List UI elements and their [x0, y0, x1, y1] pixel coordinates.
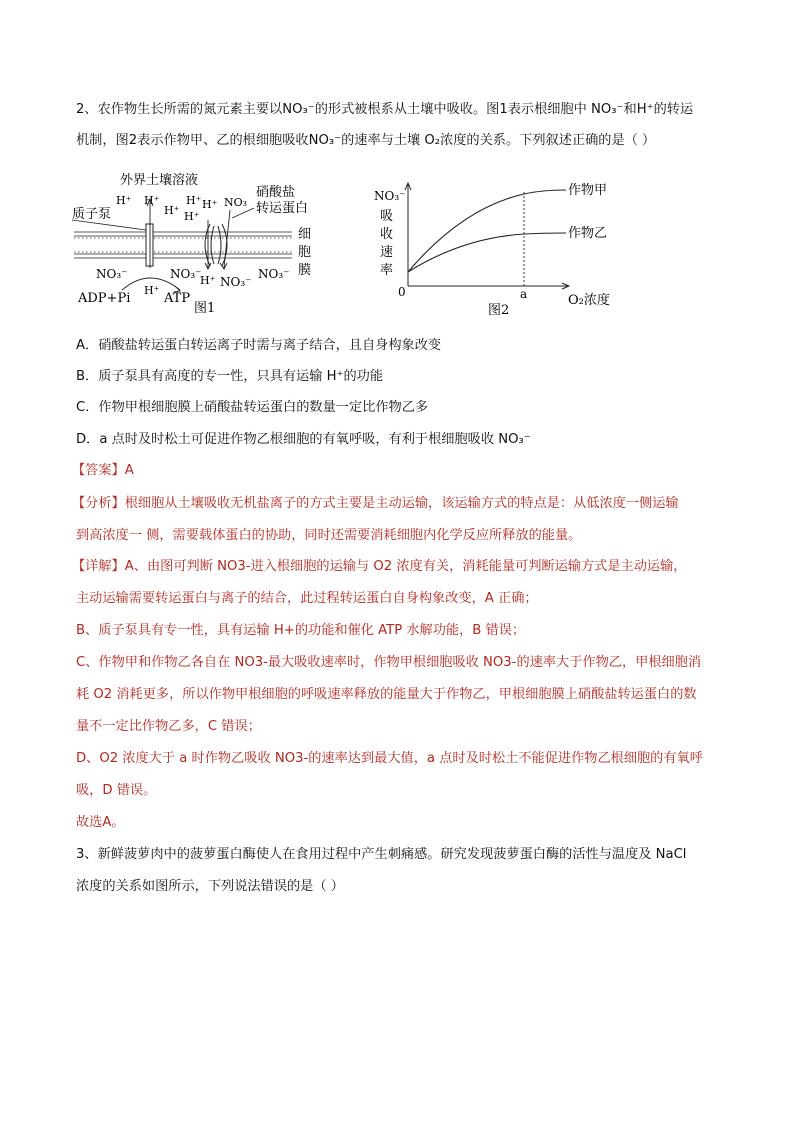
- fig1-adp-label: ADP+Pi: [78, 291, 131, 306]
- analysis-line-2: 到高浓度一 侧，需要载体蛋白的协助，同时还需要消耗细胞内化学反应所释放的能量。: [76, 528, 582, 543]
- fig2-ylabel-char: 收: [380, 227, 394, 242]
- fig1-no3-ion: NO₃⁻: [220, 275, 252, 289]
- analysis-text: 根细胞从土壤吸收无机盐离子的方式主要是主动运输，该运输方式的特点是：从低浓度一侧运输: [124, 496, 679, 511]
- detail-line-5: 耗 O2 消耗更多，所以作物甲根细胞的呼吸速率释放的能量大于作物乙，甲根细胞膜上硝酸盐转运蛋白的数: [76, 687, 697, 702]
- detail-line-1: [72, 557, 686, 577]
- fig1-h-ion: H⁺: [184, 210, 200, 223]
- fig1-no3-ion: NO₃⁻: [258, 267, 290, 281]
- analysis-line-1: [72, 494, 679, 514]
- fig1-h-ion: H⁺: [164, 204, 180, 217]
- detail-line-7: D、O2 浓度大于 a 时作物乙吸收 NO3-的速率达到最大值，a 点时及时松土不能促进作物乙根细胞的有氧呼: [76, 751, 703, 766]
- series-crop-a-curve: [408, 190, 566, 272]
- figure-1-membrane-diagram: [72, 170, 362, 320]
- detail-text: A、由图可判断 NO3-进入根细胞的运输与 O2 浓度有关，消耗能量可判断运输方式是主动运输，: [124, 559, 687, 574]
- fig2-axes: [405, 183, 569, 289]
- fig2-xlabel: O₂浓度: [568, 293, 610, 308]
- fig1-h-ion: H⁺: [144, 194, 160, 207]
- fig1-no3-ion: NO₃: [224, 196, 248, 209]
- fig1-atp-label: ATP: [164, 291, 191, 306]
- detail-line-3: B、质子泵具有专一性，具有运输 H+的功能和催化 ATP 水解功能，B 错误；: [76, 623, 526, 638]
- figure-2-uptake-graph: [372, 178, 632, 318]
- series-label-crop-b: 作物乙: [568, 226, 608, 241]
- detail-line-6: 量不一定比作物乙多，C 错误；: [76, 719, 261, 734]
- answer-tag: 【答案】: [72, 463, 125, 478]
- fig1-membrane-label: 细: [298, 227, 312, 242]
- fig1-transporter-label-2: 转运蛋白: [256, 201, 309, 216]
- fig1-no3-ion: NO₃⁻: [170, 267, 202, 281]
- option-b: B．质子泵具有高度的专一性，只具有运输 H⁺的功能: [76, 369, 384, 384]
- proton-pump-channel: [146, 224, 153, 266]
- fig1-h-ion: H⁺: [186, 194, 202, 207]
- fig2-caption: 图2: [488, 303, 510, 318]
- q2-stem-line-1: 2、农作物生长所需的氮元素主要以NO₃⁻的形式被根系从土壤中吸收。图1表示根细胞中 NO₃⁻和H⁺的转运: [76, 102, 694, 117]
- fig1-h-ion: H⁺: [202, 198, 218, 211]
- answer-line: [72, 461, 134, 481]
- fig1-transporter-label-1: 硝酸盐: [256, 185, 296, 200]
- detail-line-4: C、作物甲和作物乙各自在 NO3-最大吸收速率时，作物甲根细胞吸收 NO3-的速率大于作物乙，甲根细胞消: [76, 655, 702, 670]
- fig1-pump-label: 质子泵: [72, 207, 112, 222]
- conclusion: 故选A。: [76, 815, 125, 830]
- fig2-xtick-a: a: [520, 287, 528, 301]
- q3-stem-line-2: 浓度的关系如图所示，下列说法错误的是（ ）: [76, 879, 344, 894]
- fig1-solution-label: 外界土壤溶液: [120, 173, 199, 188]
- option-a: A．硝酸盐转运蛋白转运离子时需与离子结合，且自身构象改变: [76, 338, 442, 353]
- series-label-crop-a: 作物甲: [568, 183, 608, 198]
- analysis-tag: 【分析】: [72, 496, 125, 511]
- option-c: C．作物甲根细胞膜上硝酸盐转运蛋白的数量一定比作物乙多: [76, 400, 429, 415]
- fig1-membrane-label: 膜: [298, 263, 312, 278]
- fig1-h-ion: H⁺: [116, 194, 132, 207]
- fig2-ylabel-char: 率: [380, 263, 394, 278]
- q2-stem-line-2: 机制，图2表示作物甲、乙的根细胞吸收NO₃⁻的速率与土壤 O₂浓度的关系。下列叙述正确的是（ ）: [76, 133, 656, 148]
- fig1-h-ion: H⁺: [200, 274, 216, 287]
- fig2-ylabel-char: 速: [380, 245, 394, 260]
- cell-membrane: [74, 232, 292, 258]
- fig1-caption: 图1: [194, 301, 216, 316]
- series-crop-b-curve: [408, 233, 566, 272]
- detail-line-8: 吸，D 错误。: [76, 783, 157, 798]
- fig2-origin: 0: [398, 285, 406, 299]
- fig2-ylabel-char: 吸: [380, 209, 394, 224]
- detail-tag: 【详解】: [72, 559, 125, 574]
- q3-stem-line-1: 3、新鲜菠萝肉中的菠萝蛋白酶使人在食用过程中产生刺痛感。研究发现菠萝蛋白酶的活性与温度及 NaCl: [76, 847, 687, 862]
- fig1-h-ion: H⁺: [144, 284, 160, 297]
- fig1-no3-ion: NO₃⁻: [96, 267, 128, 281]
- fig1-membrane-label: 胞: [298, 245, 312, 260]
- detail-line-2: 主动运输需要转运蛋白与离子的结合，此过程转运蛋白自身构象改变，A 正确；: [76, 591, 538, 606]
- fig2-ylabel-top: NO₃⁻: [374, 189, 406, 203]
- option-d: D．a 点时及时松土可促进作物乙根细胞的有氧呼吸，有利于根细胞吸收 NO₃⁻: [76, 432, 531, 447]
- answer-value: A: [124, 463, 134, 478]
